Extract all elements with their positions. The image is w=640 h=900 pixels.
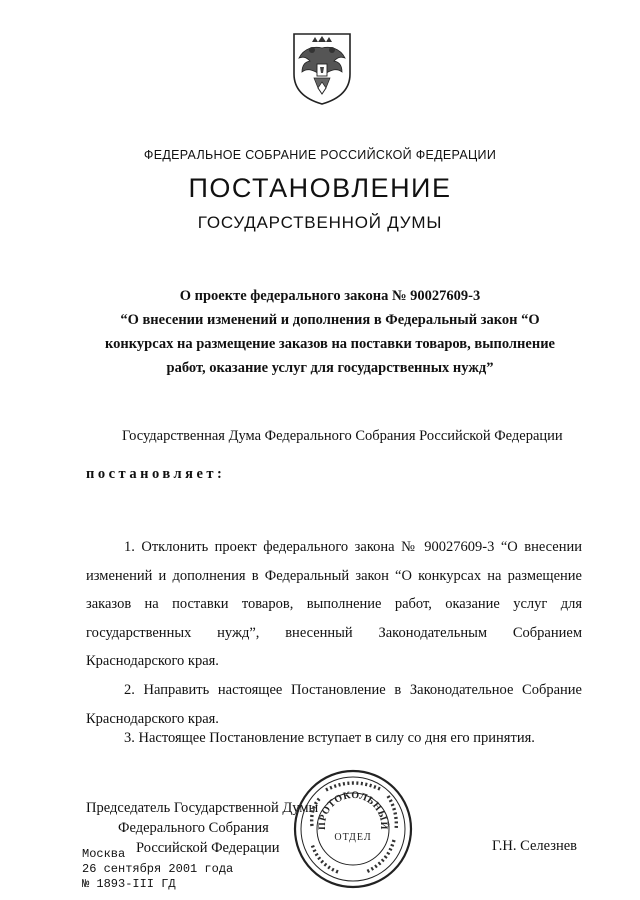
stamp-inner-word: ПРОТОКОЛЬНЫЙ [316, 789, 390, 830]
paragraph-3: 3. Настоящее Постановление вступает в силу со дня его принятия. [124, 730, 535, 746]
organization-name: ФЕДЕРАЛЬНОЕ СОБРАНИЕ РОССИЙСКОЙ ФЕДЕРАЦИИ [143, 148, 497, 162]
signatory-title-line-1: Председатель Государственной Думы [86, 800, 319, 816]
decree-word: постановляет: [86, 466, 226, 482]
stamp-center-word: ОТДЕЛ [334, 832, 372, 843]
paragraph-2: 2. Направить настоящее Постановление в Законодательное Собрание Краснодарского края. [86, 682, 582, 727]
footer-date: 26 сентября 2001 года [82, 862, 234, 876]
double-headed-eagle-icon [290, 28, 354, 106]
document-subtype: ГОСУДАРСТВЕННОЙ ДУМЫ [197, 213, 443, 232]
signatory-name: Г.Н. Селезнев [492, 838, 577, 854]
document-title-line-2: “О внесении изменений и дополнения в Федеральный закон “О конкурсах на размещение заказов на поставки товаров, выполнение работ, оказание услуг для государственных нужд” [105, 312, 555, 376]
signatory-title-line-3: Российской Федерации [136, 840, 280, 856]
intro-text: Государственная Дума Федерального Собрания Российской Федерации [122, 428, 563, 444]
official-stamp [292, 768, 414, 890]
document-title [95, 284, 565, 380]
document-footer [82, 847, 233, 892]
footer-number: № 1893-III ГД [82, 877, 176, 891]
document-type: ПОСТАНОВЛЕНИЕ [188, 173, 452, 203]
document-title-line-1: О проекте федерального закона № 90027609-3 [179, 288, 481, 304]
paragraph-1: 1. Отклонить проект федерального закона № 90027609-3 “О внесении изменений и дополнения в Федеральный закон “О конкурсах на размещение заказов на поставки товаров, выполнение работ, оказание услуг для государственных нужд”, внесенный Законодательным Собранием Краснодарского края. [86, 539, 582, 669]
signatory-title-line-2: Федерального Собрания [118, 820, 269, 836]
footer-city: Москва [82, 847, 126, 861]
